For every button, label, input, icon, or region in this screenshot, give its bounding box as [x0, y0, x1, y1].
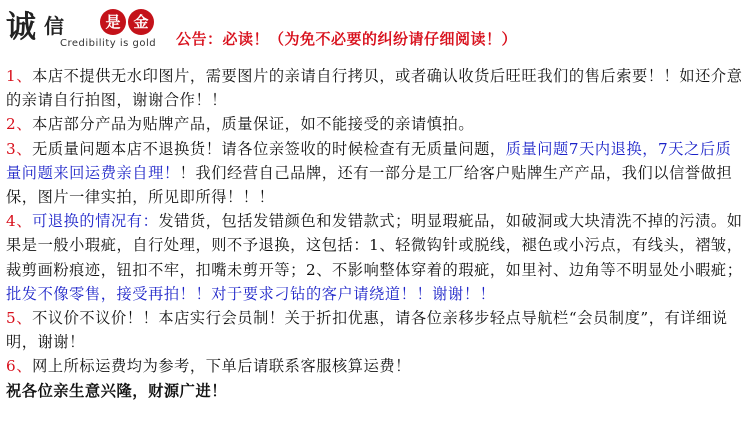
item-text: 无质量问题本店不退换货！请各位亲签收的时候检查有无质量问题，	[32, 139, 506, 158]
notice-item-3	[6, 137, 744, 210]
item-text: 本店部分产品为贴牌产品，质量保证，如不能接受的亲请慎拍。	[32, 115, 475, 134]
closing-greeting: 祝各位亲生意兴隆，财源广进！	[6, 381, 228, 400]
notice-title: 公告：必读！（为免不必要的纠纷请仔细阅读！）	[176, 30, 518, 48]
notice-item-6	[6, 354, 744, 378]
item-number: 4、	[6, 212, 33, 231]
item-number: 6、	[6, 357, 33, 376]
logo-seal-shi: 是	[100, 9, 126, 35]
item-text-highlight: 批发不像零售，接受再拍！！对于要求刁钻的客户请绕道！！谢谢！！	[6, 284, 496, 303]
logo	[4, 2, 174, 52]
item-number: 3、	[6, 139, 33, 158]
item-number: 1、	[6, 67, 33, 85]
item-text-highlight: 质量问题7天内退换，7天之后质量问题来回运费亲自理！	[6, 139, 732, 182]
item-text: 网上所标运费均为参考，下单后请联系客服核算运费！	[32, 357, 411, 376]
notice-item-2	[6, 112, 744, 136]
logo-tagline: Credibility is gold	[60, 38, 157, 49]
logo-seal-jin: 金	[128, 9, 154, 35]
item-number: 5、	[6, 309, 33, 328]
logo-char-xin: 信	[44, 14, 64, 38]
item-text: 本店不提供无水印图片，需要图片的亲请自行拷贝，或者确认收货后旺旺我们的售后索要！！如还介意的亲请自行拍图，谢谢合作！！	[6, 67, 743, 110]
notice-item-4	[6, 209, 744, 306]
logo-char-cheng: 诚	[6, 10, 34, 45]
item-text: 发错货，包括发错颜色和发错款式；明显瑕疵品，如破洞或大块清洗不掉的污渍。如果是一般小瑕疵，自行处理，则不予退换，这包括：1、轻微钩针或脱线，褪色或小污点，有线头，褶皱，裁剪画粉痕迹，钮扣不牢，扣嘴未剪开等；2、不影响整体穿着的瑕疵，如里衬、边角等不明显处小暇疵；	[6, 212, 743, 279]
notice-item-5	[6, 306, 744, 354]
item-text-highlight: 可退换的情况有：	[32, 212, 159, 231]
item-text: 不议价不议价！！本店实行会员制！关于折扣优惠，请各位亲移步轻点导航栏“会员制度”，有详细说明，谢谢！	[6, 309, 728, 352]
item-text: ！我们经营自己品牌，还有一部分是工厂给客户贴牌生产产品，我们以信誉做担保，图片一律实拍，所见即所得！！！	[6, 163, 733, 207]
notice-item-1	[6, 64, 744, 112]
item-number: 2、	[6, 115, 33, 134]
notice-content	[6, 64, 744, 403]
